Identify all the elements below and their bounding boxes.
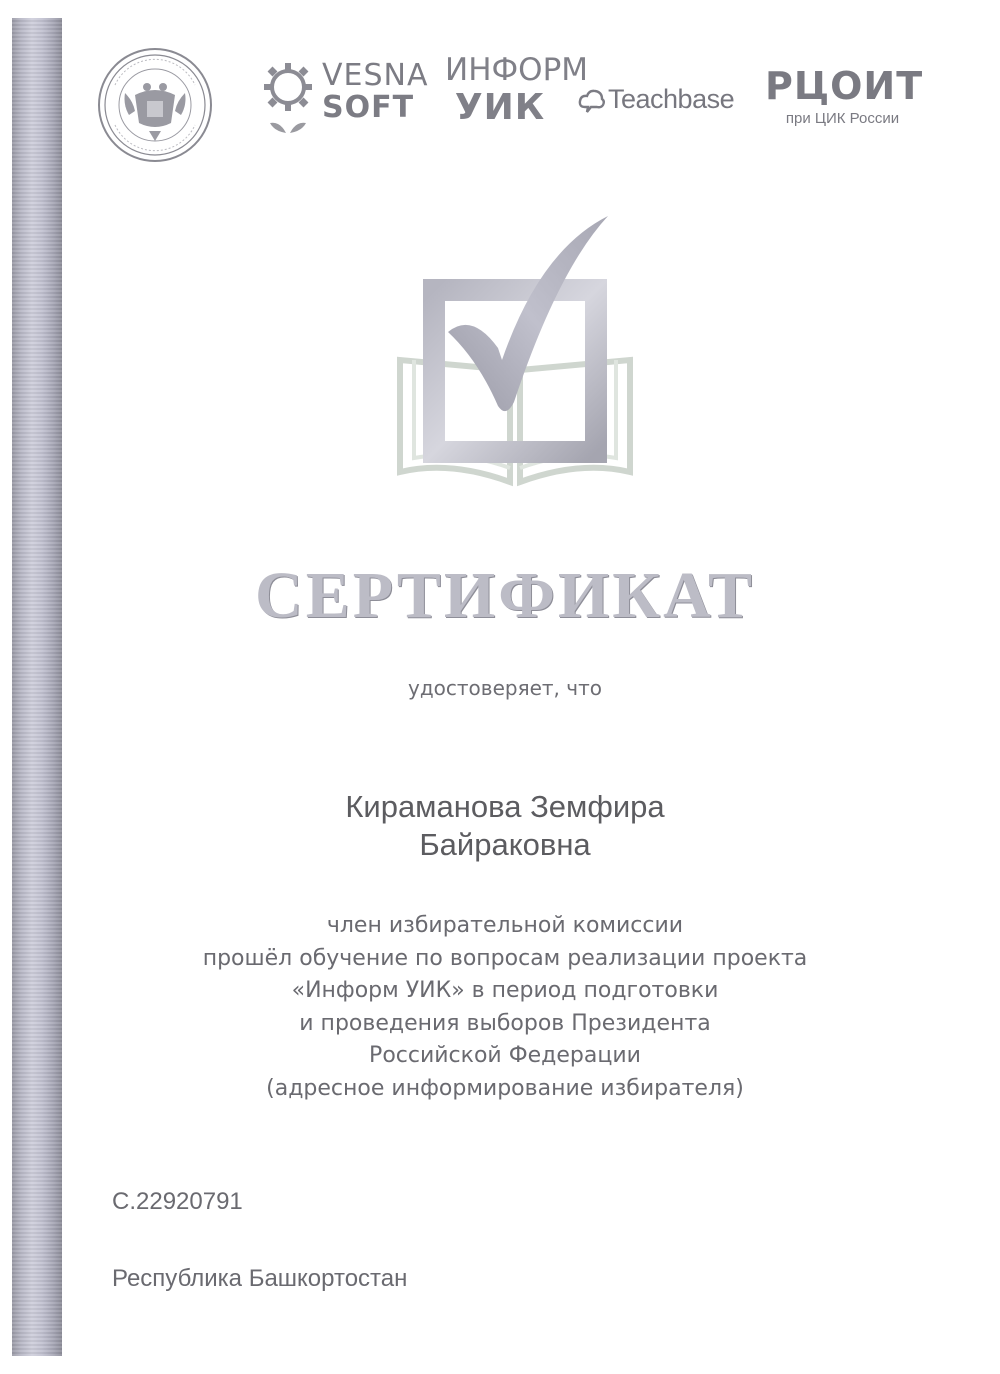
description-line: и проведения выборов Президента [299,1010,711,1036]
description-line: «Информ УИК» в период подготовки [291,978,719,1003]
description-line: прошёл обучение по вопросам реализации проекта [202,945,808,971]
inform-uik-logo [445,52,589,140]
soft-wordmark: SOFT [322,90,415,125]
description-line: член избирательной комиссии [326,913,684,938]
certificate-description [100,910,910,1105]
rcoit-wordmark: РЦОИТ [765,64,924,108]
partner-logos [90,45,930,165]
description-line: Российской Федерации [369,1043,641,1068]
rcoit-subtitle: при ЦИК России [785,110,900,127]
recipient-name-line1: Кираманова Земфира [345,789,665,824]
vesna-soft-logo [260,57,429,137]
teachbase-wordmark: Teachbase [608,84,735,114]
inform-wordmark: ИНФОРМ [445,52,589,88]
checkbox-book-icon [380,210,650,500]
certificate-number: С.22920791 [112,1188,243,1215]
cloud-bubble-icon [578,87,606,115]
description-line: (адресное информирование избирателя) [266,1075,744,1101]
gear-sprout-icon [260,57,316,137]
recipient-name [100,788,910,864]
rcoit-logo [765,64,924,142]
vesna-wordmark: VESNA [322,58,429,93]
recipient-name-line2: Байраковна [419,827,591,862]
cik-seal-icon [95,45,215,165]
uik-wordmark: УИК [454,87,546,128]
certificate-title: СЕРТИФИКАТ [255,559,755,632]
region-label: Республика Башкортостан [112,1265,408,1292]
certifies-text: удостоверяет, что [408,676,602,700]
decorative-side-stripe [12,18,62,1356]
teachbase-logo [578,80,748,120]
